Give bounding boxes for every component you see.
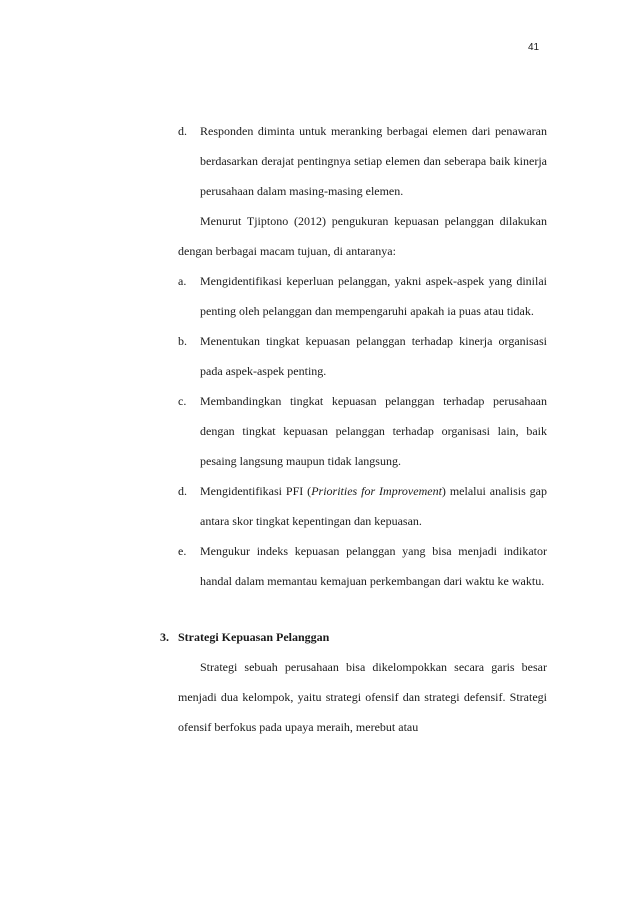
list-marker: c. xyxy=(178,394,187,408)
list-item-b xyxy=(178,326,547,386)
list-item-d xyxy=(178,476,547,536)
list-marker: d. xyxy=(178,484,187,498)
list-item-c xyxy=(178,386,547,476)
section-heading xyxy=(147,622,547,652)
text-segment: Mengidentifikasi PFI ( xyxy=(200,484,312,498)
list-item-a xyxy=(178,266,547,326)
paragraph-tjiptono: Menurut Tjiptono (2012) pengukuran kepuasan pelanggan dilakukan dengan berbagai macam tujuan, di antaranya: xyxy=(178,214,547,258)
list-item-text xyxy=(200,484,547,528)
list-item-text: Mengukur indeks kepuasan pelanggan yang bisa menjadi indikator handal dalam memantau kemajuan perkembangan dari waktu ke waktu. xyxy=(200,544,547,588)
list-item-text: Responden diminta untuk meranking berbagai elemen dari penawaran berdasarkan derajat pentingnya setiap elemen dan seberapa baik kinerja perusahaan dalam masing-masing elemen. xyxy=(200,124,547,198)
list-item-e xyxy=(178,536,547,596)
list-marker: e. xyxy=(178,544,187,558)
page-number: 41 xyxy=(528,42,540,53)
list-marker: b. xyxy=(178,334,187,348)
list-item-text: Menentukan tingkat kepuasan pelanggan terhadap kinerja organisasi pada aspek-aspek penting. xyxy=(200,334,547,378)
section-title: Strategi Kepuasan Pelanggan xyxy=(178,630,330,644)
list-marker: a. xyxy=(178,274,187,288)
text-segment: ) melalui analisis gap antara skor tingkat kepentingan dan kepuasan. xyxy=(200,484,548,528)
page-body xyxy=(160,116,548,742)
section-number: 3. xyxy=(160,630,169,644)
list-item-text: Membandingkan tingkat kepuasan pelanggan terhadap perusahaan dengan tingkat kepuasan pelanggan terhadap organisasi lain, baik pesaing langsung maupun tidak langsung. xyxy=(200,394,547,468)
italic-term: Priorities for Improvement xyxy=(311,484,442,498)
list-item-d-responden xyxy=(178,116,547,206)
list-marker: d. xyxy=(178,124,187,138)
list-item-text: Mengidentifikasi keperluan pelanggan, yakni aspek-aspek yang dinilai penting oleh pelanggan dan mempengaruhi apakah ia puas atau tidak. xyxy=(200,274,547,318)
paragraph-strategi: Strategi sebuah perusahaan bisa dikelompokkan secara garis besar menjadi dua kelompok, yaitu strategi ofensif dan strategi defensif. Strategi ofensif berfokus pada upaya meraih, merebut atau xyxy=(178,660,547,734)
